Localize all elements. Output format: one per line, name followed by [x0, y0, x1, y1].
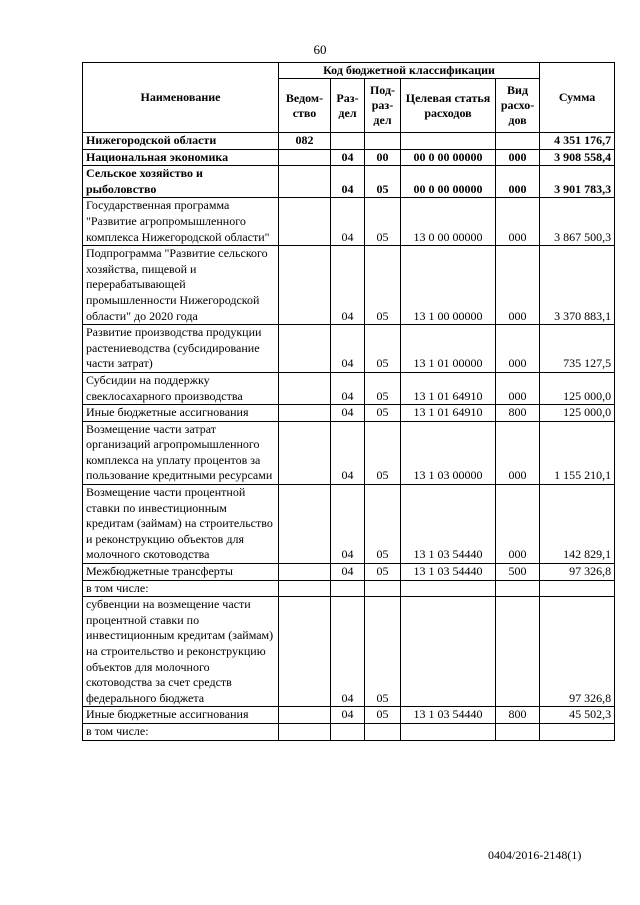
- table-row: [83, 597, 615, 707]
- cell-vedomstvo: [279, 198, 331, 246]
- cell-vedomstvo: [279, 707, 331, 724]
- cell-target: 13 1 03 54440: [401, 485, 496, 564]
- cell-vedomstvo: [279, 580, 331, 597]
- cell-razdel: [331, 723, 365, 740]
- cell-vedomstvo: [279, 149, 331, 166]
- cell-target: 13 1 03 54440: [401, 707, 496, 724]
- table-row: [83, 723, 615, 740]
- cell-target: 13 1 01 00000: [401, 325, 496, 373]
- cell-sum: 3 867 500,3: [540, 198, 615, 246]
- cell-name: Иные бюджетные ассигнования: [83, 707, 279, 724]
- cell-sum: 125 000,0: [540, 405, 615, 422]
- cell-vid: 000: [496, 325, 540, 373]
- cell-name: в том числе:: [83, 723, 279, 740]
- cell-sum: [540, 723, 615, 740]
- header-sum: Сумма: [540, 63, 615, 133]
- cell-target: 00 0 00 00000: [401, 166, 496, 198]
- header-vedomstvo: Ведом-ство: [279, 79, 331, 133]
- cell-razdel: 04: [331, 372, 365, 404]
- cell-sum: 3 370 883,1: [540, 246, 615, 325]
- cell-sum: 4 351 176,7: [540, 133, 615, 150]
- header-podrazdel: Под-раз-дел: [365, 79, 401, 133]
- cell-name: Межбюджетные трансферты: [83, 564, 279, 581]
- cell-vid: [496, 597, 540, 707]
- table-row: [83, 372, 615, 404]
- cell-vid: [496, 133, 540, 150]
- cell-name: Сельское хозяйство и рыболовство: [83, 166, 279, 198]
- cell-sum: 735 127,5: [540, 325, 615, 373]
- table-row: [83, 421, 615, 484]
- cell-podrazdel: 05: [365, 166, 401, 198]
- cell-vid: 000: [496, 246, 540, 325]
- cell-podrazdel: 05: [365, 707, 401, 724]
- cell-vid: 800: [496, 707, 540, 724]
- cell-target: 13 1 03 00000: [401, 421, 496, 484]
- cell-vid: 000: [496, 166, 540, 198]
- cell-vedomstvo: [279, 421, 331, 484]
- cell-sum: 142 829,1: [540, 485, 615, 564]
- cell-vedomstvo: [279, 723, 331, 740]
- cell-vedomstvo: [279, 597, 331, 707]
- table-row: [83, 485, 615, 564]
- cell-name: Государственная программа "Развитие агропромышленного комплекса Нижегородской области": [83, 198, 279, 246]
- header-vid: Вид расхо-дов: [496, 79, 540, 133]
- cell-razdel: 04: [331, 564, 365, 581]
- cell-razdel: 04: [331, 166, 365, 198]
- cell-sum: 45 502,3: [540, 707, 615, 724]
- cell-podrazdel: 05: [365, 485, 401, 564]
- cell-target: [401, 723, 496, 740]
- table-body: [83, 133, 615, 741]
- cell-razdel: 04: [331, 325, 365, 373]
- cell-sum: 1 155 210,1: [540, 421, 615, 484]
- cell-target: 13 1 01 64910: [401, 405, 496, 422]
- cell-name: Возмещение части затрат организаций агропромышленного комплекса на уплату процентов за пользование кредитными ресурсами: [83, 421, 279, 484]
- table-row: [83, 198, 615, 246]
- cell-sum: 3 908 558,4: [540, 149, 615, 166]
- header-target: Целевая статья расходов: [401, 79, 496, 133]
- cell-sum: 125 000,0: [540, 372, 615, 404]
- cell-podrazdel: 05: [365, 246, 401, 325]
- table-row: [83, 246, 615, 325]
- cell-target: [401, 580, 496, 597]
- cell-vedomstvo: [279, 325, 331, 373]
- cell-vedomstvo: [279, 405, 331, 422]
- document-code: 0404/2016-2148(1): [488, 848, 582, 862]
- cell-vid: [496, 723, 540, 740]
- cell-vid: 000: [496, 149, 540, 166]
- table-row: [83, 405, 615, 422]
- cell-sum: 3 901 783,3: [540, 166, 615, 198]
- cell-target: 13 1 00 00000: [401, 246, 496, 325]
- cell-name: Подпрограмма "Развитие сельского хозяйства, пищевой и перерабатывающей промышленности Нижегородской области" до 2020 года: [83, 246, 279, 325]
- cell-target: 00 0 00 00000: [401, 149, 496, 166]
- table-row: [83, 325, 615, 373]
- cell-podrazdel: [365, 580, 401, 597]
- cell-podrazdel: 05: [365, 325, 401, 373]
- cell-target: 13 0 00 00000: [401, 198, 496, 246]
- header-classification: Код бюджетной классификации: [279, 63, 540, 79]
- cell-razdel: 04: [331, 405, 365, 422]
- cell-target: 13 1 03 54440: [401, 564, 496, 581]
- cell-vedomstvo: [279, 372, 331, 404]
- cell-podrazdel: 05: [365, 597, 401, 707]
- cell-target: 13 1 01 64910: [401, 372, 496, 404]
- table-row: [83, 149, 615, 166]
- table-row: [83, 133, 615, 150]
- cell-podrazdel: [365, 133, 401, 150]
- cell-target: [401, 597, 496, 707]
- cell-podrazdel: 05: [365, 405, 401, 422]
- table-header: [83, 63, 615, 133]
- cell-sum: 97 326,8: [540, 564, 615, 581]
- header-name: Наименование: [83, 63, 279, 133]
- cell-podrazdel: [365, 723, 401, 740]
- cell-sum: [540, 580, 615, 597]
- cell-vid: 500: [496, 564, 540, 581]
- cell-name: в том числе:: [83, 580, 279, 597]
- cell-razdel: 04: [331, 485, 365, 564]
- cell-vedomstvo: [279, 246, 331, 325]
- header-razdel: Раз-дел: [331, 79, 365, 133]
- cell-razdel: 04: [331, 597, 365, 707]
- table-row: [83, 707, 615, 724]
- cell-vid: [496, 580, 540, 597]
- cell-name: Развитие производства продукции растениеводства (субсидирование части затрат): [83, 325, 279, 373]
- cell-name: Возмещение части процентной ставки по инвестиционным кредитам (займам) на строительство и реконструкцию объектов для молочного скотоводства: [83, 485, 279, 564]
- cell-podrazdel: 05: [365, 198, 401, 246]
- cell-name: Иные бюджетные ассигнования: [83, 405, 279, 422]
- cell-vid: 000: [496, 198, 540, 246]
- cell-vid: 000: [496, 485, 540, 564]
- page-number: 60: [313, 42, 327, 57]
- budget-table: [82, 62, 615, 741]
- cell-podrazdel: 00: [365, 149, 401, 166]
- cell-name: Субсидии на поддержку свеклосахарного производства: [83, 372, 279, 404]
- cell-podrazdel: 05: [365, 564, 401, 581]
- cell-vedomstvo: [279, 485, 331, 564]
- cell-name: субвенции на возмещение части процентной ставки по инвестиционным кредитам (займам) на строительство и реконструкцию объектов для молочного скотоводства за счет средств федерального бюджета: [83, 597, 279, 707]
- cell-name: Национальная экономика: [83, 149, 279, 166]
- cell-vid: 000: [496, 372, 540, 404]
- cell-name: Нижегородской области: [83, 133, 279, 150]
- table-row: [83, 564, 615, 581]
- cell-razdel: [331, 580, 365, 597]
- cell-sum: 97 326,8: [540, 597, 615, 707]
- cell-vedomstvo: [279, 564, 331, 581]
- table-row: [83, 166, 615, 198]
- cell-vid: 800: [496, 405, 540, 422]
- cell-target: [401, 133, 496, 150]
- cell-razdel: 04: [331, 421, 365, 484]
- cell-razdel: 04: [331, 149, 365, 166]
- cell-razdel: 04: [331, 198, 365, 246]
- cell-podrazdel: 05: [365, 421, 401, 484]
- cell-razdel: 04: [331, 707, 365, 724]
- cell-vedomstvo: 082: [279, 133, 331, 150]
- cell-vid: 000: [496, 421, 540, 484]
- cell-vedomstvo: [279, 166, 331, 198]
- table-row: [83, 580, 615, 597]
- cell-razdel: 04: [331, 246, 365, 325]
- cell-razdel: [331, 133, 365, 150]
- cell-podrazdel: 05: [365, 372, 401, 404]
